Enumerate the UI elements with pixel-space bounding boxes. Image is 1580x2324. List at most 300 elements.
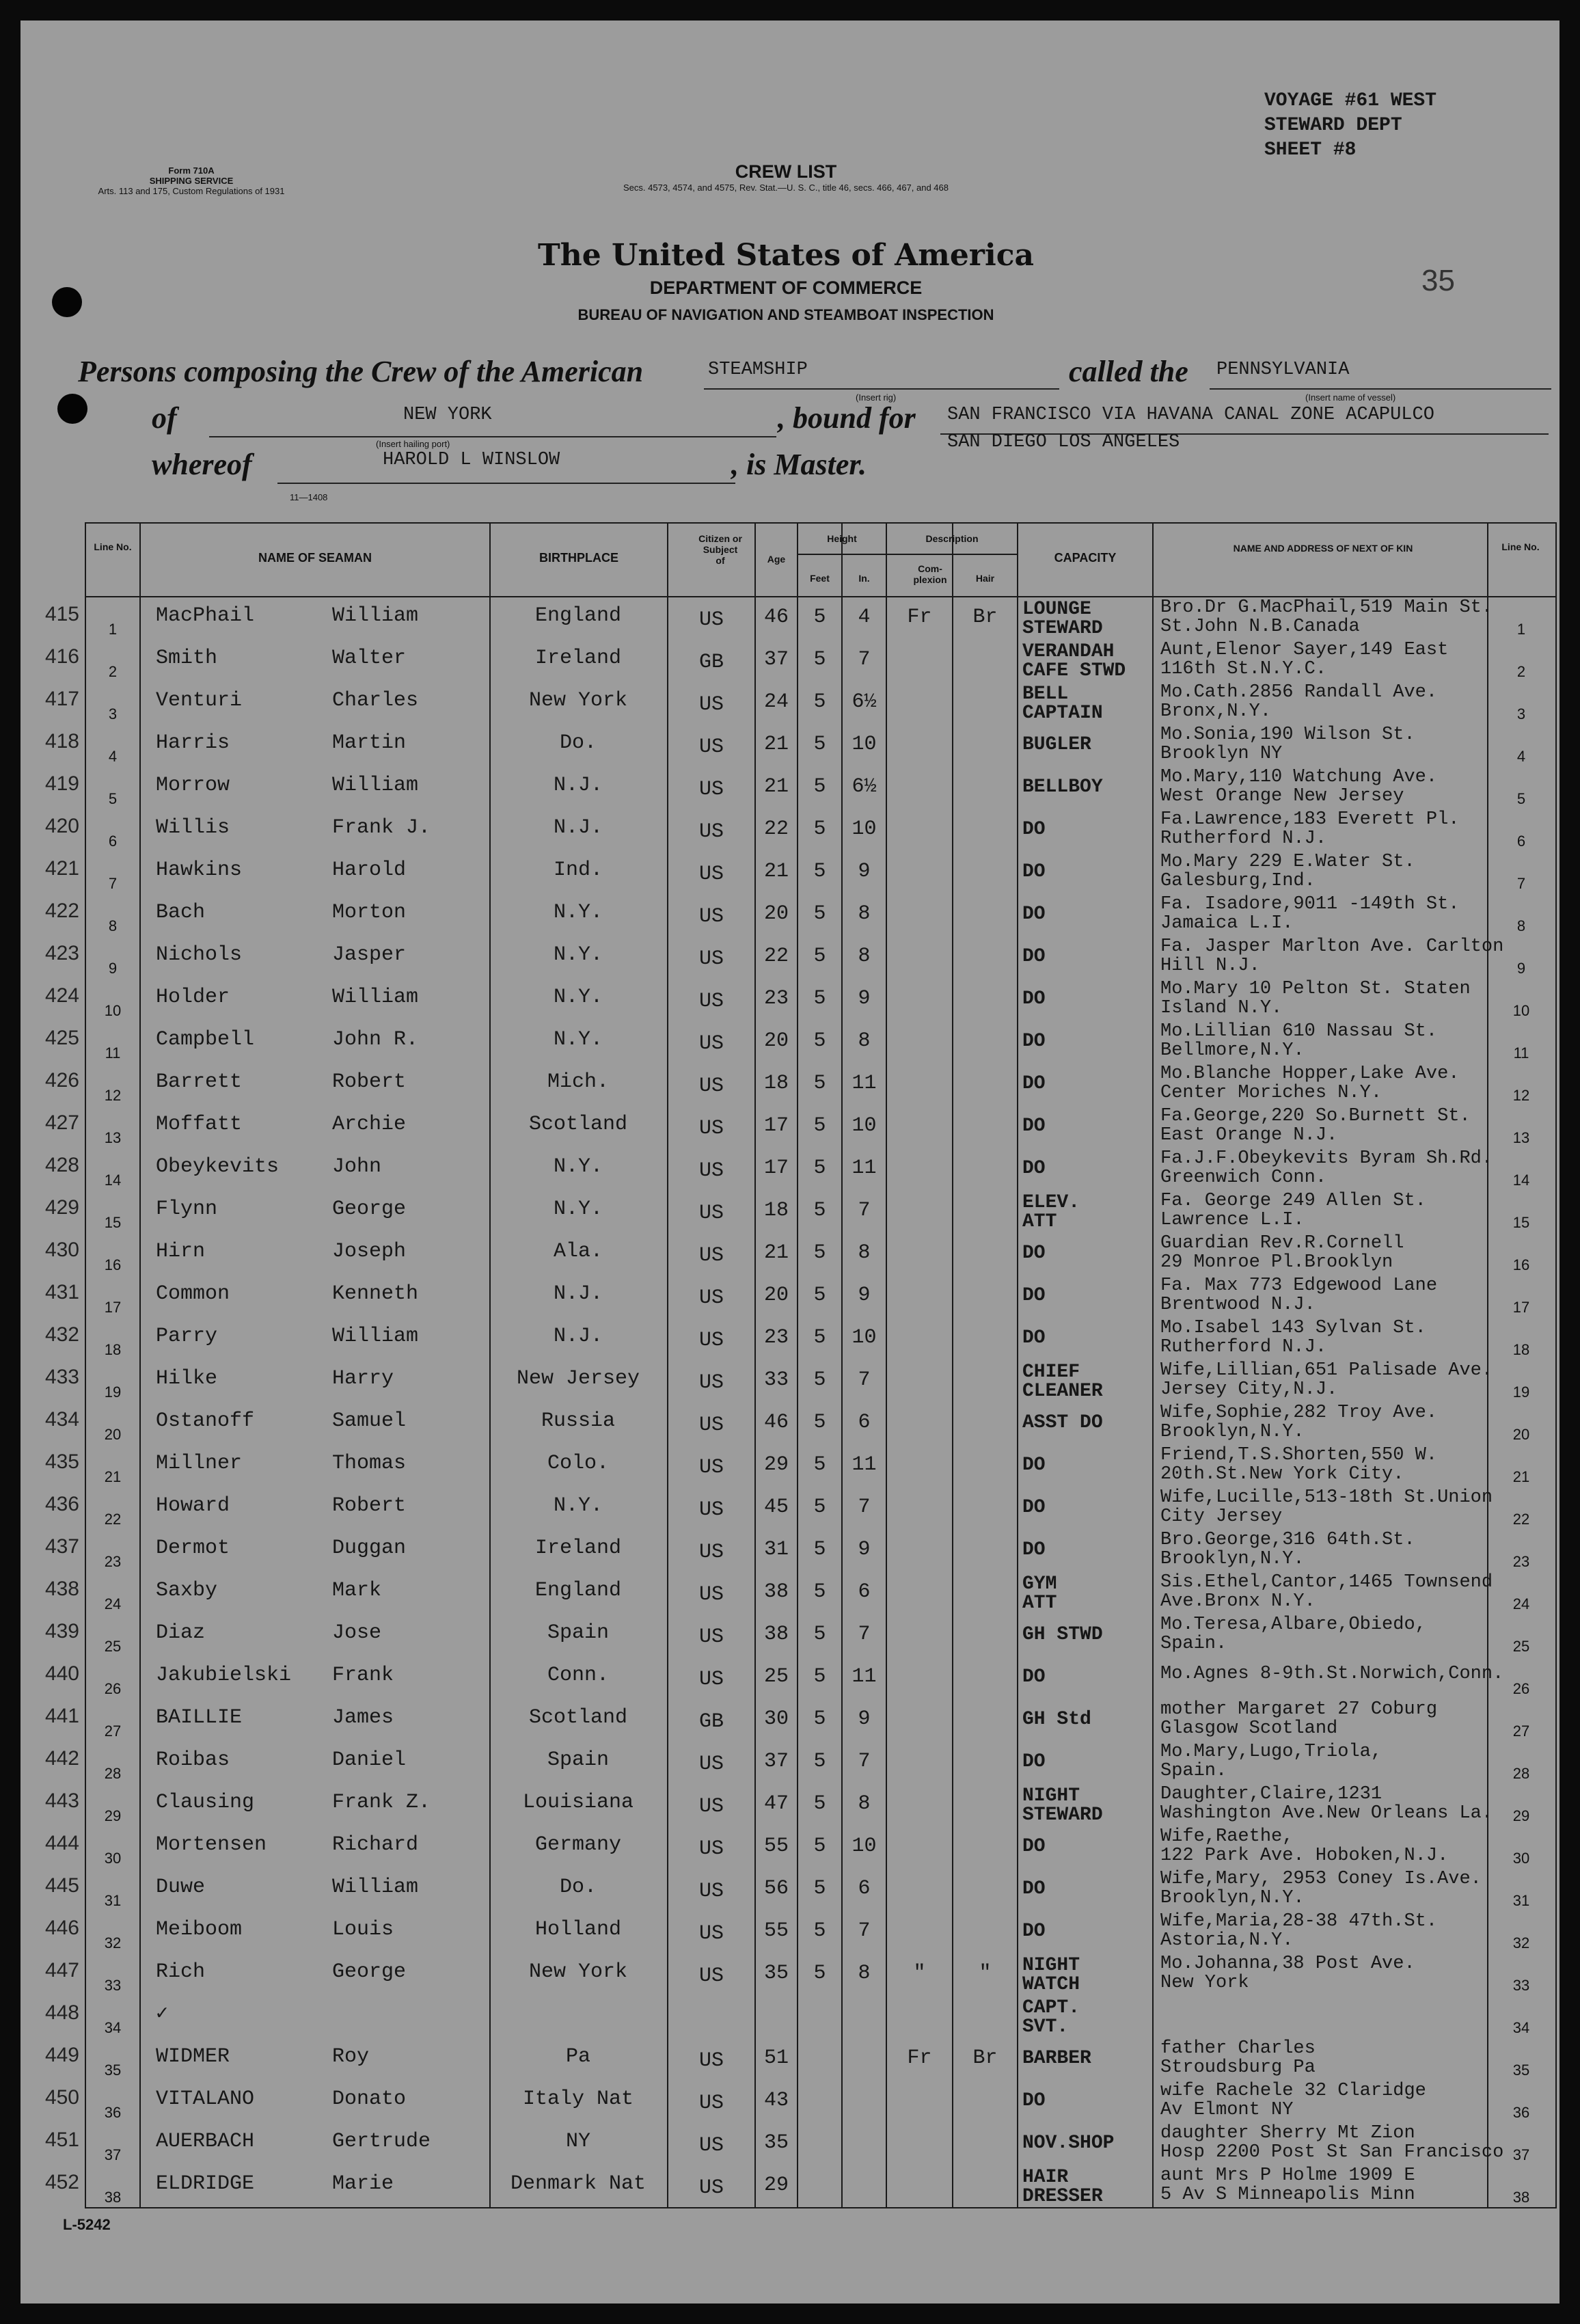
- birthplace: Do.: [559, 731, 597, 755]
- seaman-surname: Meiboom: [156, 1918, 243, 1941]
- ledger-number: 417: [44, 688, 79, 710]
- home-port: NEW YORK: [403, 405, 492, 425]
- age: 20: [763, 1284, 789, 1307]
- height-inches: 9: [858, 1538, 871, 1561]
- crew-row: [44, 1699, 1555, 1740]
- seaman-surname: Holder: [156, 986, 230, 1009]
- line-number-right: 19: [1512, 1383, 1530, 1401]
- age: 45: [763, 1496, 789, 1519]
- seaman-given-name: Harry: [332, 1367, 394, 1390]
- capacity: NIGHT: [1022, 1955, 1080, 1976]
- seaman-given-name: Thomas: [332, 1452, 407, 1475]
- line-number: 37: [104, 2146, 122, 2163]
- birthplace: Denmark Nat: [510, 2172, 646, 2195]
- citizenship: US: [698, 1625, 724, 1649]
- country-title: The United States of America: [537, 238, 1035, 273]
- line-number: 35: [104, 2062, 122, 2079]
- height-inches: 6: [858, 1411, 871, 1434]
- height-inches: 8: [858, 1792, 871, 1815]
- height-inches: 9: [858, 860, 871, 883]
- height-feet: 5: [813, 1962, 826, 1985]
- next-of-kin: Mo.Teresa,Albare,Obiedo,: [1160, 1614, 1426, 1635]
- next-of-kin: Fa. Max 773 Edgewood Lane: [1160, 1275, 1438, 1296]
- height-inches: 8: [858, 902, 871, 925]
- citizenship: US: [698, 990, 724, 1013]
- capacity: WATCH: [1022, 1974, 1080, 1995]
- age: 20: [763, 1029, 789, 1053]
- next-of-kin: Greenwich Conn.: [1160, 1167, 1327, 1188]
- line-number-right: 4: [1516, 748, 1526, 765]
- capacity: ELEV.: [1022, 1192, 1080, 1213]
- next-of-kin: daughter Sherry Mt Zion: [1160, 2123, 1415, 2144]
- line-number: 24: [104, 1595, 122, 1612]
- header-kin: NAME AND ADDRESS OF NEXT OF KIN: [1233, 543, 1413, 554]
- height-feet: 5: [813, 1792, 826, 1815]
- line-number: 4: [108, 748, 118, 765]
- seaman-surname: MacPhail: [156, 604, 255, 627]
- capacity: DO: [1022, 1751, 1046, 1772]
- citizenship: GB: [698, 1710, 724, 1733]
- line-number-right: 12: [1512, 1087, 1530, 1104]
- header-complexion: Com- plexion: [913, 563, 947, 585]
- citizenship: US: [698, 1032, 724, 1055]
- master-name: HAROLD L WINSLOW: [383, 450, 560, 470]
- next-of-kin: Rutherford N.J.: [1160, 1337, 1327, 1357]
- next-of-kin: Mo.Mary 229 E.Water St.: [1160, 852, 1415, 872]
- header-birthplace: BIRTHPLACE: [539, 551, 618, 565]
- next-of-kin: Jersey City,N.J.: [1160, 1379, 1338, 1400]
- line-number: 15: [104, 1214, 122, 1231]
- seaman-surname: Common: [156, 1282, 230, 1306]
- next-of-kin: Wife,Lillian,651 Palisade Ave.: [1160, 1360, 1493, 1381]
- citizenship: US: [698, 608, 724, 632]
- crew-row: [44, 1826, 1555, 1867]
- next-of-kin: Fa. George 249 Allen St.: [1160, 1191, 1426, 1211]
- seaman-surname: Bach: [156, 901, 206, 924]
- capacity: DO: [1022, 1878, 1046, 1900]
- next-of-kin: Daughter,Claire,1231: [1160, 1784, 1382, 1805]
- birthplace: N.Y.: [553, 1494, 603, 1517]
- ledger-number: 448: [44, 2001, 79, 2024]
- seaman-given-name: Louis: [332, 1918, 394, 1941]
- seaman-given-name: Frank Z.: [332, 1791, 431, 1814]
- next-of-kin: Spain.: [1160, 1634, 1227, 1654]
- description-rule: [886, 554, 1017, 555]
- line-number: 12: [104, 1087, 122, 1104]
- capacity: CLEANER: [1022, 1381, 1103, 1402]
- capacity: DO: [1022, 946, 1046, 967]
- citizenship: US: [698, 1498, 724, 1522]
- capacity: DO: [1022, 1836, 1046, 1857]
- line-number: 26: [104, 1680, 122, 1697]
- ledger-number: 445: [44, 1874, 79, 1897]
- seaman-given-name: Robert: [332, 1494, 407, 1517]
- next-of-kin: 5 Av S Minneapolis Minn: [1160, 2185, 1415, 2205]
- height-inches: 6½: [852, 775, 877, 798]
- height-inches: 7: [858, 1496, 871, 1519]
- citizenship: US: [698, 1795, 724, 1818]
- next-of-kin: Fa.J.F.Obeykevits Byram Sh.Rd.: [1160, 1148, 1493, 1169]
- seaman-surname: Barrett: [156, 1070, 243, 1094]
- height-feet: 5: [813, 1665, 826, 1688]
- form-title: CREW LIST: [735, 161, 837, 182]
- citizenship: US: [698, 1964, 724, 1988]
- seaman-given-name: Donato: [332, 2087, 407, 2111]
- age: 43: [763, 2089, 789, 2112]
- citizenship: US: [698, 1244, 724, 1267]
- next-of-kin: Fa.Lawrence,183 Everett Pl.: [1160, 809, 1460, 830]
- seaman-given-name: Harold: [332, 859, 407, 882]
- line-number-right: 15: [1512, 1214, 1530, 1231]
- height-inches: 9: [858, 987, 871, 1010]
- age: 47: [763, 1792, 789, 1815]
- crew-row: [44, 894, 1555, 935]
- capacity: DO: [1022, 1455, 1046, 1476]
- line-number: 38: [104, 2189, 122, 2206]
- crew-row: [44, 1954, 1555, 1995]
- ledger-number: 430: [44, 1239, 79, 1261]
- birthplace: England: [534, 1579, 622, 1602]
- capacity: VERANDAH: [1022, 641, 1115, 662]
- capacity: CAFE STWD: [1022, 660, 1126, 681]
- citizenship: US: [698, 693, 724, 716]
- age: 35: [763, 1962, 789, 1985]
- persons-label: Persons composing the Crew of the American: [78, 355, 644, 388]
- height-inches: 6: [858, 1580, 871, 1604]
- seaman-given-name: William: [332, 986, 419, 1009]
- birthplace: Germany: [534, 1833, 622, 1856]
- ledger-number: 440: [44, 1662, 79, 1685]
- crew-row: [44, 1106, 1555, 1147]
- rig-underline: [704, 388, 1059, 390]
- height-inches: 10: [852, 818, 877, 841]
- citizenship: US: [698, 2134, 724, 2157]
- birthplace: N.Y.: [553, 943, 603, 967]
- capacity: DO: [1022, 1285, 1046, 1306]
- citizenship: US: [698, 1668, 724, 1691]
- citizenship: US: [698, 1541, 724, 1564]
- capacity: STEWARD: [1022, 1805, 1103, 1826]
- birthplace: Russia: [541, 1409, 616, 1433]
- height-inches: 8: [858, 1962, 871, 1985]
- seaman-given-name: Charles: [332, 689, 419, 712]
- crew-table: [44, 522, 1557, 2208]
- seaman-given-name: Samuel: [332, 1409, 407, 1433]
- complexion: ": [913, 1962, 926, 1985]
- crew-row: [44, 1869, 1555, 1910]
- crew-row: [44, 1403, 1555, 1444]
- seaman-surname: Harris: [156, 731, 230, 755]
- seaman-given-name: Robert: [332, 1070, 407, 1094]
- seaman-surname: Diaz: [156, 1621, 206, 1645]
- age: 33: [763, 1368, 789, 1392]
- birthplace: N.J.: [553, 774, 603, 797]
- header-line-no: Line No.: [94, 541, 132, 552]
- line-number-right: 14: [1512, 1172, 1530, 1189]
- form-arts: Arts. 113 and 175, Custom Regulations of 1931: [98, 186, 285, 196]
- capacity: DO: [1022, 1158, 1046, 1179]
- line-number: 5: [108, 790, 118, 807]
- ledger-number: 426: [44, 1069, 79, 1092]
- seaman-given-name: Frank J.: [332, 816, 431, 839]
- crew-row: [44, 597, 1555, 639]
- ledger-number: 437: [44, 1535, 79, 1558]
- next-of-kin: Guardian Rev.R.Cornell: [1160, 1233, 1404, 1254]
- age: 29: [763, 1453, 789, 1476]
- header-hair: Hair: [975, 573, 995, 584]
- citizenship: US: [698, 2176, 724, 2200]
- complexion: Fr: [907, 606, 932, 629]
- ledger-number: 431: [44, 1281, 79, 1303]
- ledger-number: 446: [44, 1917, 79, 1939]
- capacity: CAPT.: [1022, 1997, 1080, 2018]
- line-number: 1: [108, 621, 118, 638]
- destination-line-1: SAN FRANCISCO VIA HAVANA CANAL ZONE ACAPULCO: [947, 405, 1434, 425]
- crew-row: [44, 1742, 1555, 1783]
- line-number: 36: [104, 2104, 122, 2121]
- bound-label: , bound for: [778, 401, 916, 435]
- ledger-number: 428: [44, 1154, 79, 1176]
- ledger-number: 421: [44, 857, 79, 880]
- capacity: CAPTAIN: [1022, 703, 1103, 724]
- next-of-kin: mother Margaret 27 Coburg: [1160, 1699, 1438, 1720]
- header-feet: Feet: [810, 573, 830, 584]
- age: 20: [763, 902, 789, 925]
- line-number: 3: [108, 705, 118, 722]
- next-of-kin: West Orange New Jersey: [1160, 786, 1404, 807]
- height-feet: 5: [813, 1157, 826, 1180]
- capacity: GH Std: [1022, 1709, 1091, 1730]
- citizenship: US: [698, 1159, 724, 1183]
- citizenship: US: [698, 1456, 724, 1479]
- next-of-kin: Bronx,N.Y.: [1160, 701, 1272, 722]
- crew-row: [44, 979, 1555, 1020]
- capacity: CHIEF: [1022, 1362, 1080, 1383]
- seaman-given-name: George: [332, 1198, 407, 1221]
- line-number-right: 2: [1516, 663, 1526, 680]
- hair: Br: [972, 2046, 998, 2070]
- height-inches: 9: [858, 1707, 871, 1731]
- shipping-service: SHIPPING SERVICE: [149, 176, 234, 186]
- next-of-kin: Bellmore,N.Y.: [1160, 1040, 1305, 1061]
- seaman-given-name: Daniel: [332, 1748, 407, 1772]
- ledger-number: 442: [44, 1747, 79, 1770]
- header-age: Age: [767, 554, 786, 565]
- birthplace: N.Y.: [553, 1155, 603, 1178]
- birthplace: N.J.: [553, 1325, 603, 1348]
- next-of-kin: father Charles: [1160, 2038, 1316, 2059]
- citizenship: US: [698, 1371, 724, 1394]
- capacity: DO: [1022, 1327, 1046, 1349]
- citizenship: US: [698, 1837, 724, 1861]
- age: 21: [763, 860, 789, 883]
- crew-list-document: [21, 21, 1559, 2303]
- next-of-kin: Mo.Agnes 8-9th.St.Norwich,Conn.: [1160, 1664, 1504, 1684]
- line-number-right: 16: [1512, 1256, 1530, 1273]
- birthplace: Scotland: [528, 1706, 628, 1729]
- line-number: 27: [104, 1722, 122, 1740]
- citizenship: US: [698, 1583, 724, 1606]
- capacity: NIGHT: [1022, 1785, 1080, 1807]
- seaman-surname: Obeykevits: [156, 1155, 280, 1178]
- height-feet: 5: [813, 606, 826, 629]
- next-of-kin: City Jersey: [1160, 1506, 1283, 1527]
- ledger-number: 447: [44, 1959, 79, 1982]
- capacity: LOUNGE: [1022, 599, 1091, 620]
- crew-row: [44, 1360, 1555, 1402]
- next-of-kin: Stroudsburg Pa: [1160, 2057, 1316, 2078]
- height-feet: 5: [813, 1580, 826, 1604]
- next-of-kin: St.John N.B.Canada: [1160, 617, 1360, 637]
- height-inches: 11: [852, 1072, 877, 1095]
- ledger-number: 450: [44, 2086, 79, 2109]
- next-of-kin: Spain.: [1160, 1761, 1227, 1781]
- seaman-surname: Hilke: [156, 1367, 218, 1390]
- line-number-right: 1: [1516, 621, 1526, 638]
- line-number-right: 31: [1512, 1892, 1530, 1909]
- seaman-surname: Dermot: [156, 1537, 230, 1560]
- ledger-number: 439: [44, 1620, 79, 1643]
- line-number-right: 36: [1512, 2104, 1530, 2121]
- form-number: Form 710A: [168, 165, 215, 176]
- seaman-given-name: Martin: [332, 731, 407, 755]
- height-feet: 5: [813, 1623, 826, 1646]
- seaman-given-name: Walter: [332, 647, 407, 670]
- department-line: STEWARD DEPT: [1264, 115, 1402, 136]
- age: 55: [763, 1919, 789, 1943]
- line-number-right: 11: [1513, 1044, 1529, 1062]
- seaman-given-name: William: [332, 1325, 419, 1348]
- height-feet: 5: [813, 1326, 826, 1349]
- next-of-kin: Wife,Mary, 2953 Coney Is.Ave.: [1160, 1869, 1482, 1889]
- age: 35: [763, 2131, 789, 2154]
- citizenship: US: [698, 1753, 724, 1776]
- next-of-kin: Wife,Sophie,282 Troy Ave.: [1160, 1403, 1438, 1423]
- height-feet: 5: [813, 1029, 826, 1053]
- capacity: DO: [1022, 1073, 1046, 1094]
- crew-row: [44, 936, 1555, 977]
- capacity: DO: [1022, 1116, 1046, 1137]
- citizenship: US: [698, 863, 724, 886]
- birthplace: England: [534, 604, 622, 627]
- crew-list-heading: [615, 161, 957, 193]
- crew-row: [44, 1657, 1555, 1698]
- line-number: 32: [104, 1934, 122, 1951]
- capacity: BELL: [1022, 684, 1069, 705]
- next-of-kin: Mo.Mary,Lugo,Triola,: [1160, 1742, 1382, 1762]
- capacity: ASST DO: [1022, 1412, 1103, 1433]
- master-label: , is Master.: [731, 448, 867, 481]
- next-of-kin: Island N.Y.: [1160, 998, 1283, 1018]
- seaman-surname: VITALANO: [156, 2087, 255, 2111]
- birthplace: Scotland: [528, 1113, 628, 1136]
- birthplace: N.J.: [553, 816, 603, 839]
- ledger-number: 415: [44, 603, 79, 625]
- capacity: DO: [1022, 1497, 1046, 1518]
- seaman-given-name: Roy: [332, 2045, 370, 2068]
- next-of-kin: Sis.Ethel,Cantor,1465 Townsend: [1160, 1572, 1493, 1593]
- whereof-label: whereof: [152, 448, 252, 481]
- crew-row: [44, 1233, 1555, 1274]
- ledger-number: 425: [44, 1027, 79, 1049]
- line-number-right: 33: [1512, 1977, 1530, 1994]
- line-number-right: 18: [1512, 1341, 1530, 1358]
- citizenship: US: [698, 1202, 724, 1225]
- line-number-right: 32: [1512, 1934, 1530, 1951]
- ledger-number: 419: [44, 772, 79, 795]
- next-of-kin: Friend,T.S.Shorten,550 W.: [1160, 1445, 1438, 1465]
- seaman-surname: ✓: [156, 2003, 169, 2026]
- ledger-number: 420: [44, 815, 79, 837]
- seaman-given-name: Morton: [332, 901, 407, 924]
- citizenship: US: [698, 1880, 724, 1903]
- complexion: Fr: [907, 2046, 932, 2070]
- height-inches: 10: [852, 1835, 877, 1858]
- next-of-kin: Jamaica L.I.: [1160, 913, 1294, 934]
- birthplace: Ala.: [553, 1240, 603, 1263]
- seaman-surname: Roibas: [156, 1748, 230, 1772]
- capacity: DO: [1022, 904, 1046, 925]
- age: 25: [763, 1665, 789, 1688]
- next-of-kin: Mo.Mary,110 Watchung Ave.: [1160, 767, 1438, 787]
- birthplace: N.J.: [553, 1282, 603, 1306]
- seaman-surname: Nichols: [156, 943, 243, 967]
- capacity: BARBER: [1022, 2048, 1091, 2069]
- citizenship: US: [698, 1329, 724, 1352]
- crew-row: [44, 1784, 1555, 1826]
- height-inches: 7: [858, 1199, 871, 1222]
- crew-row: [44, 1275, 1555, 1316]
- next-of-kin: 29 Monroe Pl.Brooklyn: [1160, 1252, 1393, 1273]
- ledger-number: 424: [44, 984, 79, 1007]
- punch-hole-icon: [57, 394, 87, 424]
- height-inches: 11: [852, 1453, 877, 1476]
- capacity: NOV.SHOP: [1022, 2133, 1115, 2154]
- line-number-right: 6: [1516, 833, 1526, 850]
- birthplace: Ireland: [534, 1537, 622, 1560]
- height-feet: 5: [813, 1496, 826, 1519]
- line-number-right: 8: [1516, 917, 1526, 934]
- ledger-number: 449: [44, 2044, 79, 2066]
- height-inches: 9: [858, 1284, 871, 1307]
- height-inches: 10: [852, 1326, 877, 1349]
- age: 21: [763, 775, 789, 798]
- seaman-surname: ELDRIDGE: [156, 2172, 255, 2195]
- seaman-surname: Moffatt: [156, 1113, 243, 1136]
- height-feet: 5: [813, 1072, 826, 1095]
- line-number-right: 3: [1516, 705, 1526, 722]
- ledger-number: 429: [44, 1196, 79, 1219]
- line-number-right: 13: [1512, 1129, 1530, 1146]
- line-number-right: 37: [1512, 2146, 1530, 2163]
- height-inches: 10: [852, 733, 877, 756]
- crew-row: [44, 767, 1555, 808]
- birthplace: N.Y.: [553, 986, 603, 1009]
- next-of-kin: East Orange N.J.: [1160, 1125, 1338, 1146]
- ledger-number: 416: [44, 645, 79, 668]
- next-of-kin: aunt Mrs P Holme 1909 E: [1160, 2165, 1415, 2186]
- birthplace: Colo.: [547, 1452, 609, 1475]
- height-inches: 11: [852, 1665, 877, 1688]
- seaman-surname: Hirn: [156, 1240, 206, 1263]
- next-of-kin: Washington Ave.New Orleans La.: [1160, 1803, 1493, 1824]
- citizenship: US: [698, 1117, 724, 1140]
- seaman-given-name: Kenneth: [332, 1282, 419, 1306]
- crew-row: [44, 2123, 1555, 2164]
- next-of-kin: Brooklyn NY: [1160, 744, 1283, 764]
- statute-reference: Secs. 4573, 4574, and 4575, Rev. Stat.—U. S. C., title 46, secs. 466, 467, and 468: [623, 183, 949, 193]
- line-number: 30: [104, 1850, 122, 1867]
